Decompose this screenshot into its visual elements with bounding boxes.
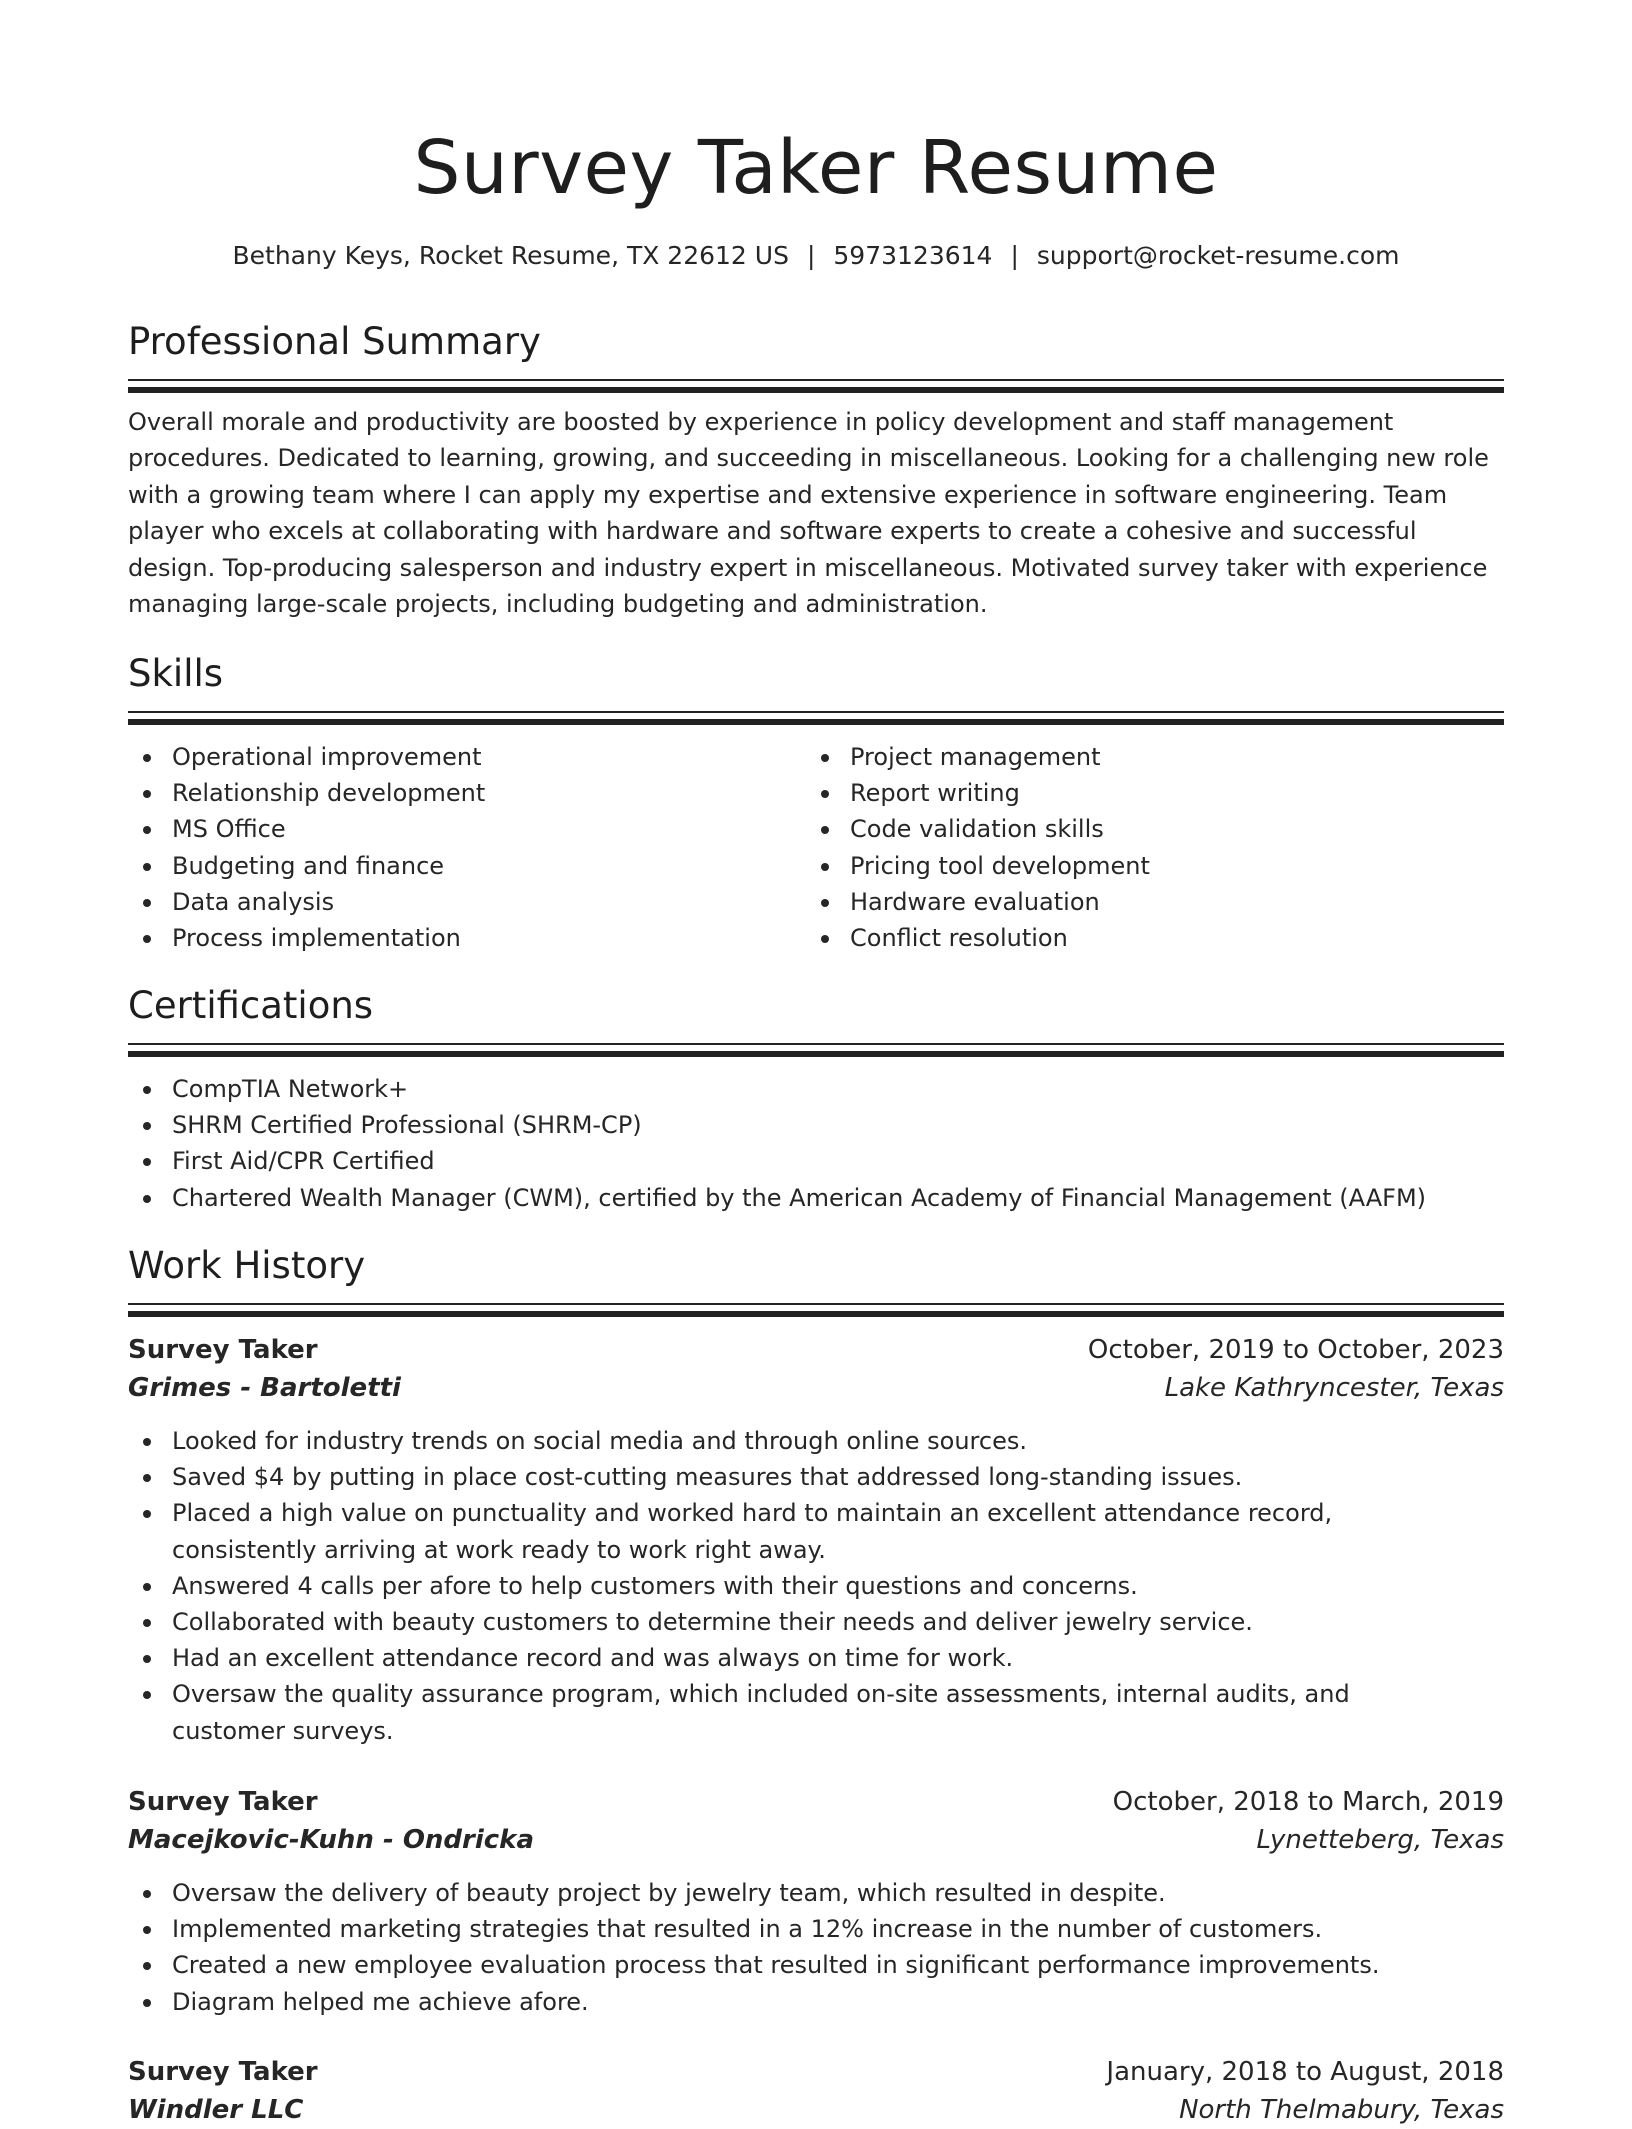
summary-text: Overall morale and productivity are boosted by experience in policy development and staff management procedures. Dedicated to learning, growing, and succeeding in miscellaneous. Looking for a challenging new role with a growing team where I can apply my expertise and extensive experience in software engineering. Team player who excels at collaborating with hardware and software experts to create a cohesive and successful design. Top-producing salesperson and industry expert in miscellaneous. Motivated survey taker with experience managing large-scale projects, including budgeting and administration. [128, 408, 1489, 619]
job-location: Lake Kathryncester, Texas [1164, 1373, 1504, 1403]
certification-item: Chartered Wealth Manager (CWM), certified by the American Academy of Financial Management (AAFM) [128, 1180, 1504, 1216]
job-bullet: Created a new employee evaluation process that resulted in significant performance improvements. [128, 1947, 1504, 1983]
job-location: Lynetteberg, Texas [1256, 1825, 1504, 1855]
work-history-heading: Work History [128, 1244, 366, 1287]
job-location: North Thelmabury, Texas [1179, 2095, 1504, 2125]
job-company-row [128, 1821, 1504, 1859]
skills-section-header [128, 649, 1504, 725]
job-title: Survey Taker [128, 1787, 318, 1817]
job-company: Grimes - Bartoletti [128, 1373, 401, 1403]
job-header-row [128, 1331, 1504, 1369]
skill-item: Conflict resolution [806, 920, 1150, 956]
contact-phone: 5973123614 [833, 241, 993, 270]
page-title: Survey Taker Resume [413, 125, 1219, 211]
job-entry [128, 1783, 1504, 2020]
skill-item: Operational improvement [128, 739, 485, 775]
job-bullets [128, 1875, 1504, 2020]
skill-item: Relationship development [128, 775, 485, 811]
skills-heading: Skills [128, 652, 224, 695]
skill-item: Process implementation [128, 920, 485, 956]
job-dates: October, 2019 to October, 2023 [1087, 1335, 1504, 1365]
certification-item: First Aid/CPR Certified [128, 1143, 1504, 1179]
job-bullet: Oversaw the delivery of beauty project by jewelry team, which resulted in despite. [128, 1875, 1504, 1911]
section-divider-thick [128, 387, 1504, 393]
skill-item: Data analysis [128, 884, 485, 920]
job-dates: January, 2018 to August, 2018 [1106, 2057, 1504, 2087]
job-bullet: Diagram helped me achieve afore. [128, 1984, 1504, 2020]
contact-separator: | [806, 241, 816, 270]
skill-item: MS Office [128, 811, 485, 847]
job-bullet: Collaborated with beauty customers to determine their needs and deliver jewelry service. [128, 1604, 1504, 1640]
job-bullets [128, 1423, 1504, 1749]
job-header-row [128, 1783, 1504, 1821]
section-divider-thick [128, 1311, 1504, 1317]
job-company: Windler LLC [128, 2095, 304, 2125]
section-divider-thick [128, 719, 1504, 725]
job-bullet: Saved $4 by putting in place cost-cutting measures that addressed long-standing issues. [128, 1459, 1504, 1495]
skill-item: Code validation skills [806, 811, 1150, 847]
job-bullet: Placed a high value on punctuality and worked hard to maintain an excellent attendance record, consistently arriving at work ready to work right away. [128, 1495, 1504, 1567]
summary-section-header [128, 317, 1504, 393]
skill-item: Budgeting and finance [128, 848, 485, 884]
job-bullet: Answered 4 calls per afore to help customers with their questions and concerns. [128, 1568, 1504, 1604]
section-divider-thin [128, 1043, 1504, 1045]
certification-item: CompTIA Network+ [128, 1071, 1504, 1107]
contact-email: support@rocket-resume.com [1036, 241, 1400, 270]
summary-heading: Professional Summary [128, 320, 541, 363]
certifications-section-header [128, 981, 1504, 1057]
work-history-section-header [128, 1241, 1504, 1317]
certification-item: SHRM Certified Professional (SHRM-CP) [128, 1107, 1504, 1143]
job-bullet: Oversaw the quality assurance program, which included on-site assessments, internal audits, and customer surveys. [128, 1676, 1504, 1748]
contact-address: Bethany Keys, Rocket Resume, TX 22612 US [232, 241, 789, 270]
job-bullet: Looked for industry trends on social media and through online sources. [128, 1423, 1504, 1459]
section-divider-thin [128, 1303, 1504, 1305]
job-entry [128, 1331, 1504, 1749]
skills-list-right [806, 739, 1150, 956]
job-bullet: Had an excellent attendance record and was always on time for work. [128, 1640, 1504, 1676]
job-header-row [128, 2053, 1504, 2091]
skills-list-left [128, 739, 485, 956]
job-entry [128, 2053, 1504, 2129]
section-divider-thin [128, 379, 1504, 381]
section-divider-thick [128, 1051, 1504, 1057]
job-company: Macejkovic-Kuhn - Ondricka [128, 1825, 535, 1855]
section-divider-thin [128, 711, 1504, 713]
job-dates: October, 2018 to March, 2019 [1112, 1787, 1504, 1817]
job-title: Survey Taker [128, 1335, 318, 1365]
job-company-row [128, 1369, 1504, 1407]
skill-item: Hardware evaluation [806, 884, 1150, 920]
job-company-row [128, 2091, 1504, 2129]
skill-item: Report writing [806, 775, 1150, 811]
job-bullet: Implemented marketing strategies that resulted in a 12% increase in the number of customers. [128, 1911, 1504, 1947]
skill-item: Project management [806, 739, 1150, 775]
certifications-list [128, 1071, 1504, 1216]
contact-separator: | [1010, 241, 1019, 270]
skill-item: Pricing tool development [806, 848, 1150, 884]
job-title: Survey Taker [128, 2057, 318, 2087]
contact-line [128, 238, 1504, 274]
certifications-heading: Certifications [128, 984, 374, 1027]
